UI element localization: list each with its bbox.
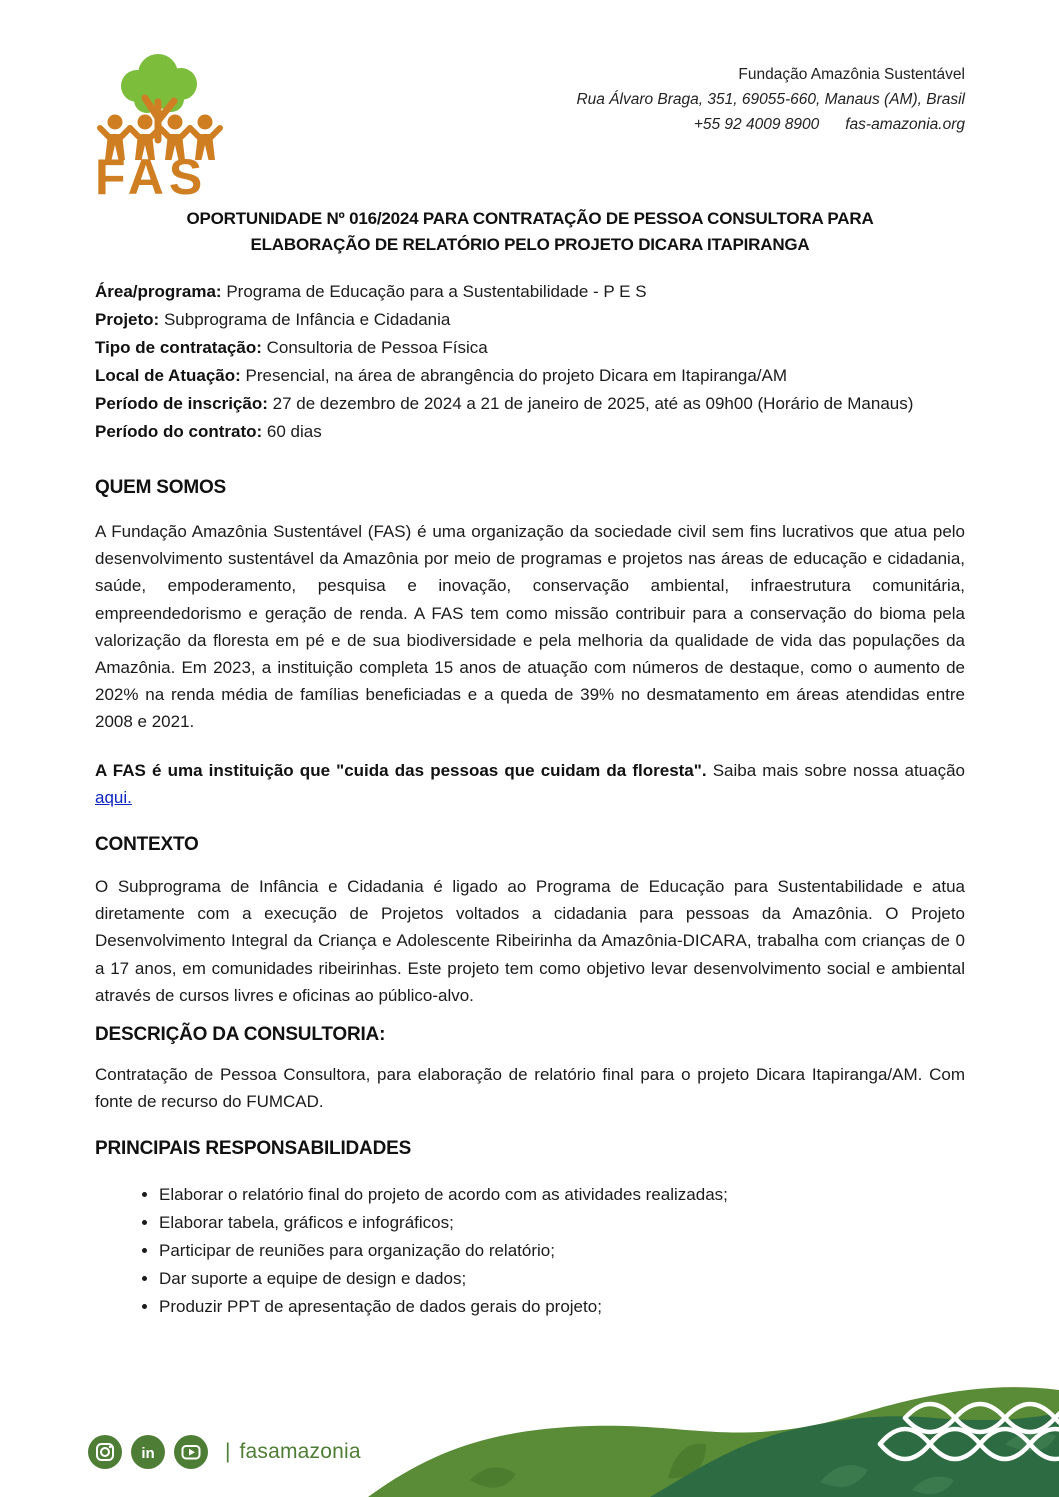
info-value: Programa de Educação para a Sustentabilidade - P E S bbox=[226, 282, 647, 301]
contexto-paragraph: O Subprograma de Infância e Cidadania é ligado ao Programa de Educação para Sustentabilidade e atua diretamente com a execução de Projetos voltados a cidadania para pessoas da Amazônia. O Projeto Desenvolvimento Integral da Criança e Adolescente Ribeirinha da Amazônia-DICARA, trabalha com crianças de 0 a 17 anos, em comunidades ribeirinhas. Este projeto tem como objetivo levar desenvolvimento social e ambiental através de cursos livres e oficinas ao público-alvo. bbox=[95, 877, 965, 1005]
org-name: Fundação Amazônia Sustentável bbox=[738, 66, 965, 83]
quem-somos-highlight bbox=[95, 757, 965, 811]
info-row-local bbox=[95, 362, 965, 390]
info-label: Período do contrato: bbox=[95, 422, 263, 441]
info-label: Área/programa: bbox=[95, 282, 222, 301]
info-label: Projeto: bbox=[95, 310, 160, 329]
footer-social-bar bbox=[88, 1435, 361, 1469]
info-label: Tipo de contratação: bbox=[95, 338, 262, 357]
linkedin-icon[interactable] bbox=[131, 1435, 165, 1469]
document-title bbox=[95, 206, 965, 258]
instagram-icon[interactable] bbox=[88, 1435, 122, 1469]
descricao-paragraph: Contratação de Pessoa Consultora, para elaboração de relatório final para o projeto Dicara Itapiranga/AM. Com fonte de recurso do FUMCAD. bbox=[95, 1065, 965, 1112]
info-value: Subprograma de Infância e Cidadania bbox=[163, 310, 451, 329]
list-item: • Elaborar tabela, gráficos e infográficos; bbox=[159, 1209, 965, 1236]
info-value: Consultoria de Pessoa Física bbox=[266, 338, 488, 357]
document-title-line1: OPORTUNIDADE Nº 016/2024 PARA CONTRATAÇÃO DE PESSOA CONSULTORA PARA bbox=[186, 209, 874, 228]
info-value: Presencial, na área de abrangência do projeto Dicara em Itapiranga/AM bbox=[245, 366, 788, 385]
section-heading-contexto: CONTEXTO bbox=[95, 834, 199, 856]
info-row-projeto bbox=[95, 306, 965, 334]
info-row-tipo bbox=[95, 334, 965, 362]
info-row-inscricao bbox=[95, 390, 965, 418]
youtube-icon[interactable] bbox=[174, 1435, 208, 1469]
document-title-line2: ELABORAÇÃO DE RELATÓRIO PELO PROJETO DICARA ITAPIRANGA bbox=[250, 235, 810, 254]
list-item: • Elaborar o relatório final do projeto de acordo com as atividades realizadas; bbox=[159, 1181, 965, 1208]
org-address: Rua Álvaro Braga, 351, 69055-660, Manaus (AM), Brasil bbox=[576, 91, 965, 108]
list-item: • Dar suporte a equipe de design e dados; bbox=[159, 1265, 965, 1292]
svg-text:in: in bbox=[141, 1445, 155, 1462]
info-row-contrato bbox=[95, 418, 965, 446]
section-heading-responsabilidades: PRINCIPAIS RESPONSABILIDADES bbox=[95, 1138, 412, 1160]
info-row-area bbox=[95, 278, 965, 306]
saiba-mais-link[interactable]: aqui. bbox=[95, 787, 132, 807]
contact-block bbox=[576, 62, 965, 137]
list-item: • Participar de reuniões para organização do relatório; bbox=[159, 1237, 965, 1264]
section-heading-quem-somos: QUEM SOMOS bbox=[95, 477, 227, 498]
fas-logo-icon bbox=[95, 44, 225, 196]
social-handle: fasamazonia bbox=[239, 1440, 361, 1463]
logo-wordmark: FAS bbox=[95, 149, 208, 196]
responsibilities-list bbox=[95, 1181, 965, 1320]
page-header bbox=[0, 0, 1059, 196]
handle-separator: | bbox=[225, 1440, 231, 1463]
info-label: Período de inscrição: bbox=[95, 394, 268, 413]
info-label: Local de Atuação: bbox=[95, 366, 241, 385]
opportunity-info bbox=[95, 278, 965, 446]
quem-somos-paragraph: A Fundação Amazônia Sustentável (FAS) é uma organização da sociedade civil sem fins lucrativos que atua pelo desenvolvimento sustentável da Amazônia por meio de programas e projetos nas áreas de educação e cidadania, saúde, empoderamento, pesquisa e inovação, conservação ambiental, infraestrutura comunitária, empreendedorismo e geração de renda. A FAS tem como missão contribuir para a conservação do bioma pela valorização da floresta em pé e de sua biodiversidade e pela melhoria da qualidade de vida das populações da Amazônia. Em 2023, a instituição completa 15 anos de atuação com números de destaque, como o aumento de 202% na renda média de famílias beneficiadas e a queda de 39% no desmatamento em áreas atendidas entre 2008 e 2021. bbox=[95, 522, 965, 732]
org-website: fas-amazonia.org bbox=[845, 116, 965, 133]
info-value: 60 dias bbox=[266, 422, 322, 441]
highlight-bold-text: A FAS é uma instituição que "cuida das pessoas que cuidam da floresta". bbox=[95, 760, 707, 780]
org-phone: +55 92 4009 8900 bbox=[693, 116, 820, 133]
info-value: 27 de dezembro de 2024 a 21 de janeiro de 2025, até as 09h00 (Horário de Manaus) bbox=[272, 394, 914, 413]
list-item: • Produzir PPT de apresentação de dados gerais do projeto; bbox=[159, 1293, 965, 1320]
highlight-rest-text: Saiba mais sobre nossa atuação bbox=[712, 760, 965, 780]
section-heading-descricao: DESCRIÇÃO DA CONSULTORIA: bbox=[95, 1024, 386, 1046]
